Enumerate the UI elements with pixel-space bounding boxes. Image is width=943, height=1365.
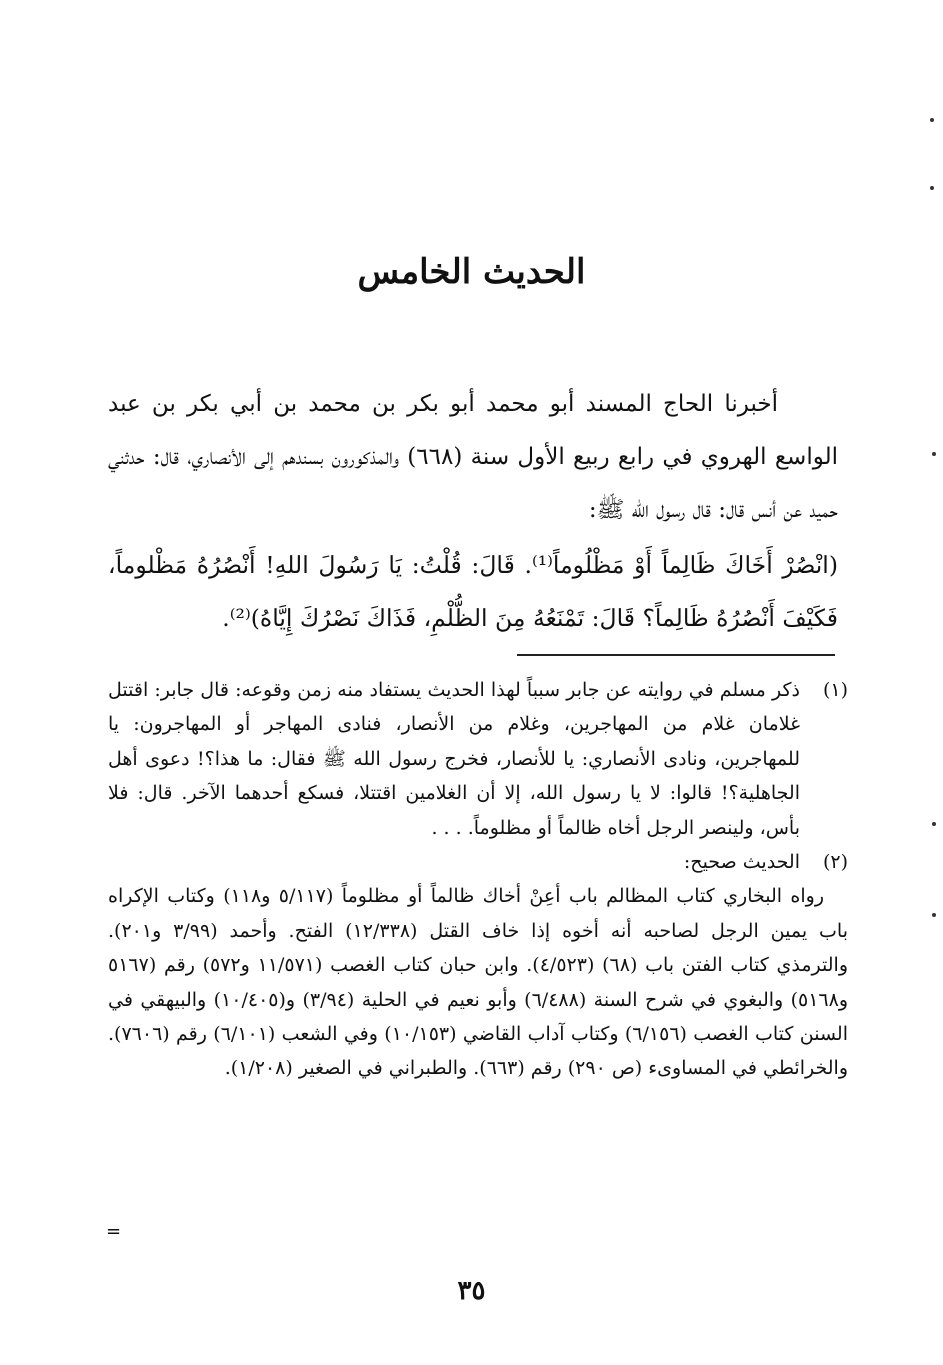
footnote-2-text: رواه البخاري كتاب المظالم باب أعِنْ أخاك ظالماً أو مظلوماً (٥/١١٧ و١١٨) وكتاب الإكراه باب يمين الرجل لصاحبه أنه أخوه إذا خاف القتل (١٢/٣٣٨) الفتح. وأحمد (٣/٩٩ و٢٠١). والترمذي كتاب الفتن باب (٦٨) (٤/٥٢٣). وابن حبان كتاب الغصب (١١/٥٧١ و٥٧٢) رقم (٥١٦٧ و٥١٦٨) والبغوي في شرح السنة (٦/٤٨٨) وأبو نعيم في الحلية (٣/٩٤) و(١٠/٤٠٥) والبيهقي في السنن كتاب الغصب (٦/١٥٦) وكتاب آداب القاضي (١٠/١٥٣) وفي الشعب (٦/١٠١) رقم (٧٦٠٦). والخرائطي في المساوىء (ص ٢٩٠) رقم (٦٦٣). والطبراني في الصغير (١/٢٠٨). (108, 885, 849, 1080)
footnote-1-number: (١) (822, 679, 848, 701)
main-text (108, 378, 838, 645)
footnote-1 (108, 673, 848, 845)
margin-mark-3 (932, 452, 936, 456)
hadith-text: (انْصُرْ أَخَاكَ ظَالِماً أَوْ مَظْلُوماً⁽¹⁾. قَالَ: قُلْتُ: يَا رَسُولَ اللهِ! أَنْصُرُهُ مَظْلوماً، فَكَيْفَ أَنْصُرُهُ ظَالِماً؟ قَالَ: تَمْنَعُهُ مِنَ الظُّلْمِ، فَذَاكَ نَصْرُكَ إِيَّاهُ)⁽²⁾. (108, 551, 839, 632)
footnote-1-text: ذكر مسلم في روايته عن جابر سبباً لهذا الحديث يستفاد منه زمن وقوعه: قال جابر: اقتتل غلامان غلام من المهاجرين، وغلام من الأنصار، فنادى المهاجر أو المهاجرون: يا للمهاجرين، ونادى الأنصاري: يا للأنصار، فخرج رسول الله ﷺ فقال: ما هذا؟! دعوى أهل الجاهلية؟! قالوا: لا يا رسول الله، إلا أن الغلامين اقتتلا، فسكع أحدهما الآخر. قال: فلا بأس، ولينصر الرجل أخاه ظالماً أو مظلوماً. . . . (108, 679, 800, 839)
footnote-2-heading: الحديث صحيح: (683, 851, 800, 874)
footnote-2-number: (٢) (822, 851, 848, 874)
isnad-paragraph: أخبرنا الحاج المسند أبو محمد أبو بكر بن محمد بن أبي بكر بن عبد الواسع الهروي في رابع ربيع الأول سنة (٦٦٨) والمذكورون بسندهم إلى الأنصاري، قال: حدثني حميد عن أنس قال: قال رسول الله ﷺ: (108, 391, 839, 523)
margin-mark-5 (932, 913, 936, 917)
page-number: ٣٥ (457, 1276, 486, 1306)
footnote-separator (517, 654, 835, 656)
margin-mark-4 (932, 822, 936, 826)
footnotes (108, 673, 848, 1086)
margin-mark-2 (930, 186, 934, 190)
footnote-2 (108, 845, 848, 879)
chapter-title: الحديث الخامس (357, 252, 586, 292)
continuation-mark: = (106, 1221, 122, 1242)
margin-mark-1 (930, 118, 934, 122)
